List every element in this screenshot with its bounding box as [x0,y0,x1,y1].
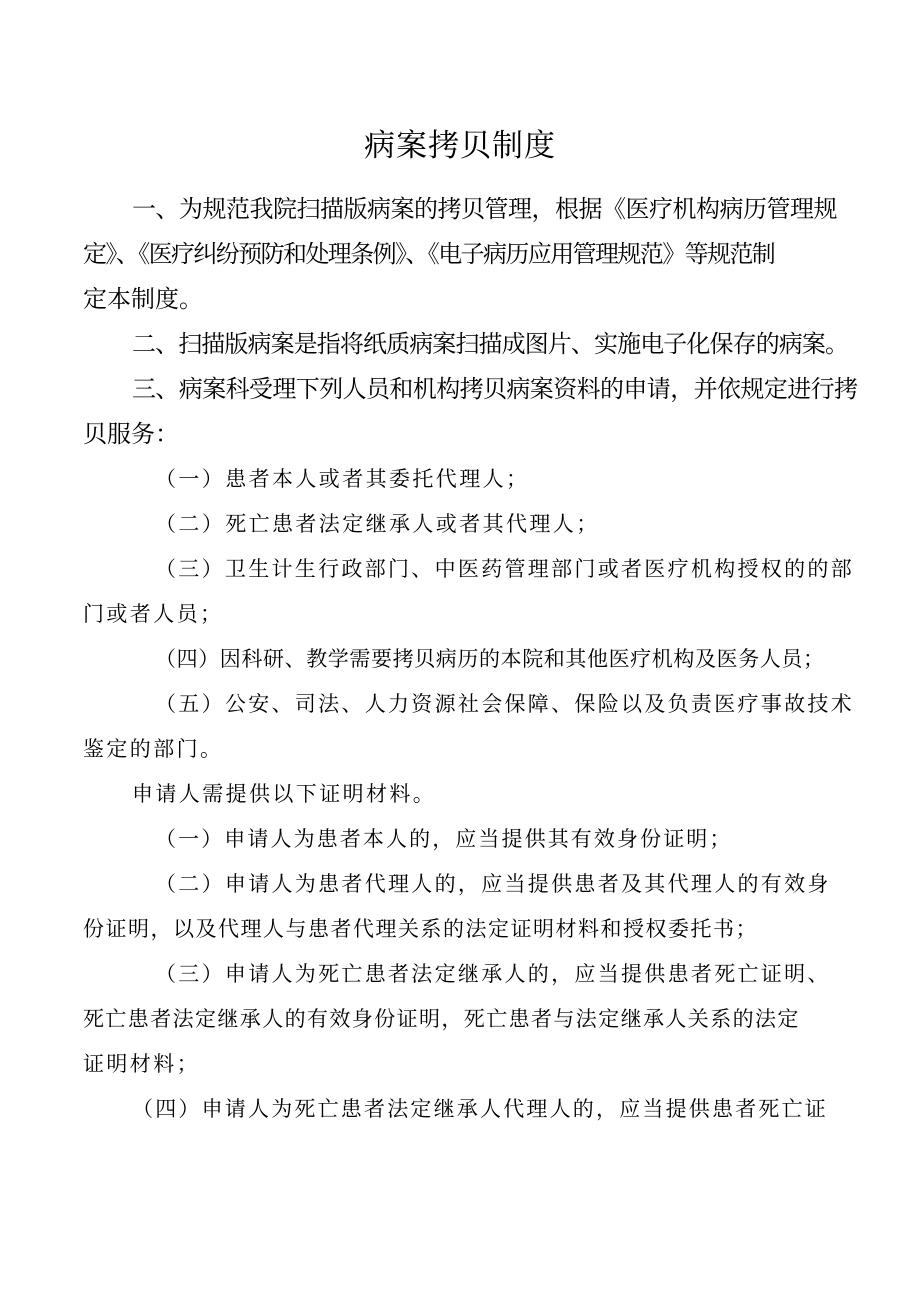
material-3-line-2: 死亡患者法定继承人的有效身份证明，死亡患者与法定继承人关系的法定 [83,1007,800,1031]
item-5-line-1: （五）公安、司法、人力资源社会保障、保险以及负责医疗事故技术 [155,692,854,716]
material-3-line-3: 证明材料； [83,1052,200,1076]
document-title: 病案拷贝制度 [364,128,556,164]
materials-heading: 申请人需提供以下证明材料。 [132,782,437,806]
item-1: （一）患者本人或者其委托代理人； [155,467,530,491]
para-1-line-2: 定》、《医疗纠纷预防和处理条例》、《电子病历应用管理规范》等规范制 [83,240,775,268]
item-4: （四）因科研、教学需要拷贝病历的本院和其他医疗机构及医务人员； [155,647,825,671]
item-5-line-2: 鉴定的部门。 [83,737,224,761]
para-2-line-1: 二、扫描版病案是指将纸质病案扫描成图片、实施电子化保存的病案。 [132,330,849,358]
material-1: （一）申请人为患者本人的，应当提供其有效身份证明； [155,827,733,851]
item-2: （二）死亡患者法定继承人或者其代理人； [155,512,600,536]
material-2-line-1: （二）申请人为患者代理人的，应当提供患者及其代理人的有效身 [155,872,831,896]
para-3-line-1: 三、病案科受理下列人员和机构拷贝病案资料的申请，并依规定进行拷 [132,375,858,403]
item-3-line-1: （三）卫生计生行政部门、中医药管理部门或者医疗机构授权的的部 [155,557,854,581]
item-3-line-2: 门或者人员； [83,602,224,626]
para-1-line-3: 定本制度。 [83,285,203,313]
material-4-line-1: （四）申请人为死亡患者法定继承人代理人的，应当提供患者死亡证 [132,1097,828,1121]
para-1-line-1: 一、为规范我院扫描版病案的拷贝管理，根据《医疗机构病历管理规 [132,195,837,223]
material-3-line-1: （三）申请人为死亡患者法定继承人的，应当提供患者死亡证明、 [155,962,831,986]
material-2-line-2: 份证明，以及代理人与患者代理关系的法定证明材料和授权委托书； [83,917,758,941]
para-3-line-2: 贝服务： [83,420,179,448]
